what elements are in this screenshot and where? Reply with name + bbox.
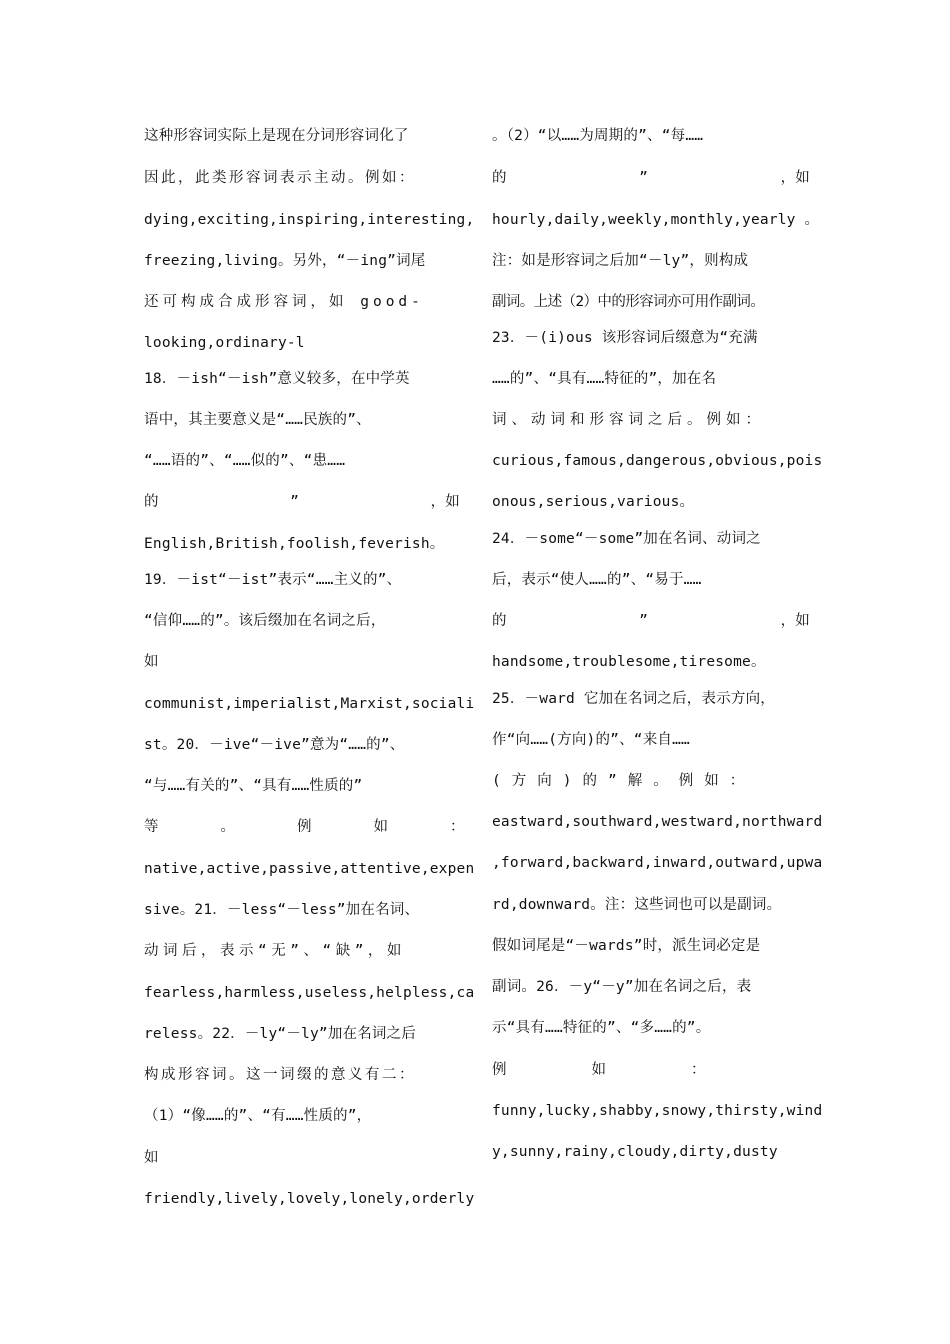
text-fragment: ，如 [780,613,810,629]
text-line: eastward,southward,westward,northward [492,814,823,830]
text-line: 注：如是形容词之后加“－ly”，则构成 [492,253,749,269]
text-line: 24．－some“－some”加在名词、动词之 [492,531,761,547]
text-fragment: ” [290,494,300,510]
text-line: 如 [144,1150,159,1166]
text-line: “信仰……的”。该后缀加在名词之后， [144,613,386,629]
text-line: hourly,daily,weekly,monthly,yearly 。 [492,212,820,228]
text-line: (方向)的”解。例如： [492,773,756,789]
text-fragment: 的 [144,494,159,510]
text-line: freezing,living。另外，“－ing”词尾 [144,253,426,269]
text-line: 例如： [492,1062,791,1078]
text-line: 这种形容词实际上是现在分词形容词化了 [144,128,409,144]
text-line: English,British,foolish,feverish。 [144,536,445,552]
text-fragment: ，如 [780,170,810,186]
text-line: st。20．－ive“－ive”意为“……的”、 [144,737,405,753]
text-line: （1）“像……的”、“有……性质的”， [144,1108,372,1124]
text-line: fearless,harmless,useless,helpless,ca [144,985,475,1001]
text-line: reless。22．－ly“－ly”加在名词之后 [144,1026,417,1042]
text-line-justified [144,492,460,512]
text-line: 25．－ward 它加在名词之后，表示方向， [492,691,776,707]
text-line: 示“具有……特征的”、“多……的”。 [492,1020,711,1036]
text-line: 还可构成合成形容词，如 good- [144,294,424,310]
text-line: ,forward,backward,inward,outward,upwa [492,855,823,871]
text-line: 动词后，表示“无”、“缺”，如 [144,943,406,959]
text-fragment: ” [639,613,649,629]
text-line: 假如词尾是“－wards”时，派生词必定是 [492,938,761,954]
text-fragment: 的 [492,613,507,629]
text-line: 因此，此类形容词表示主动。例如： [144,170,416,186]
text-line: funny,lucky,shabby,snowy,thirsty,wind [492,1103,823,1119]
text-line: 19．－ist“－ist”表示“……主义的”、 [144,572,402,588]
text-line: 副词。26．－y“－y”加在名词之后，表 [492,979,752,995]
text-line: rd,downward。注：这些词也可以是副词。 [492,897,782,913]
text-line: 18．－ish“－ish”意义较多，在中学英 [144,371,410,387]
text-line: 23．－(i)ous 该形容词后缀意为“充满 [492,330,758,346]
text-line: 语中，其主要意义是“……民族的”、 [144,412,371,428]
text-line: friendly,lively,lovely,lonely,orderly [144,1191,475,1207]
text-line: dying,exciting,inspiring,interesting, [144,212,475,228]
text-line-justified [492,611,810,631]
text-line: 等。例如： [144,819,527,835]
text-line-justified [492,168,810,188]
text-line: 如 [144,654,159,670]
text-line: 词、动词和形容词之后。例如： [492,412,765,428]
text-line: looking,ordinary-l [144,335,305,351]
text-line: sive。21．－less“－less”加在名词、 [144,902,420,918]
text-line: 。（2）“以……为周期的”、“每…… [492,128,704,144]
text-line: y,sunny,rainy,cloudy,dirty,dusty [492,1144,778,1160]
text-line: handsome,troublesome,tiresome。 [492,654,766,670]
text-line: 作“向……(方向)的”、“来自…… [492,732,690,748]
text-line: ……的”、“具有……特征的”，加在名 [492,371,717,387]
text-line: native,active,passive,attentive,expen [144,861,475,877]
text-fragment: 的 [492,170,507,186]
text-line: curious,famous,dangerous,obvious,pois [492,453,823,469]
text-line: 副词。上述（2）中的形容词亦可用作副词。 [492,294,765,310]
text-line: 构成形容词。这一词缀的意义有二： [144,1067,416,1083]
text-fragment: ” [639,170,649,186]
text-line: “……语的”、“……似的”、“患…… [144,453,346,469]
text-line: 后，表示“使人……的”、“易于…… [492,572,702,588]
text-fragment: ，如 [430,494,460,510]
text-line: “与……有关的”、“具有……性质的” [144,778,363,794]
text-line: communist,imperialist,Marxist,sociali [144,696,475,712]
text-line: onous,serious,various。 [492,494,695,510]
